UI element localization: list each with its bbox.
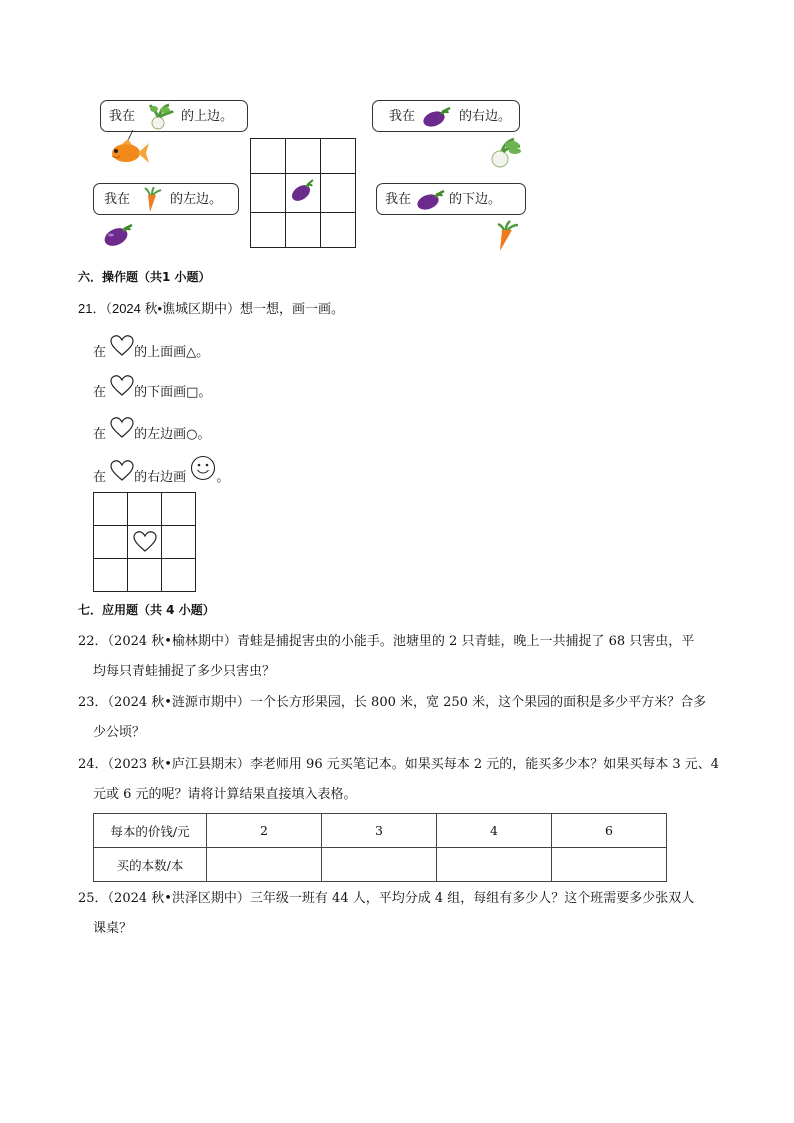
- carrot-icon: [140, 187, 162, 213]
- speech-bubble-eggplant: [93, 183, 239, 215]
- answer-cell[interactable]: [207, 848, 322, 882]
- answer-cell[interactable]: [437, 848, 552, 882]
- section-6-title: 六．操作题（共1 小题）: [78, 270, 211, 284]
- table-cell: 6: [552, 814, 667, 848]
- table-row: [94, 848, 667, 882]
- question-21: [78, 294, 344, 325]
- bubble-text-left: 我在: [104, 192, 131, 207]
- speech-bubble-fish: [100, 100, 248, 132]
- instruction-line-above: 在 的上面画△。: [93, 334, 209, 360]
- instruction-line-left: 在 的左边画○。: [93, 416, 211, 442]
- picture-puzzle: [0, 0, 794, 260]
- smiley-icon: [190, 455, 216, 481]
- bubble-text-right: 的上边。: [181, 109, 234, 124]
- eggplant-icon: [102, 222, 134, 248]
- instruction-line-right: 在 的右边画 。: [93, 455, 229, 485]
- carrot-icon: [490, 220, 520, 252]
- speech-bubble-radish: [372, 100, 520, 132]
- radish-icon: [488, 137, 522, 169]
- bubble-text-right: 的下边。: [449, 192, 502, 207]
- bubble-text-left: 我在: [385, 192, 412, 207]
- instruction-line-below: 在 的下面画□。: [93, 374, 211, 400]
- eggplant-icon: [286, 174, 320, 208]
- heart-icon: [110, 334, 134, 358]
- question-source: 21．（2024 秋•谯城区期中）: [78, 301, 241, 316]
- heart-icon: [110, 374, 134, 398]
- price-quantity-table: [93, 813, 667, 882]
- heart-icon: [110, 459, 134, 483]
- section-7-title: 七．应用题（共 4 小题）: [78, 603, 215, 617]
- answer-cell[interactable]: [322, 848, 437, 882]
- bubble-text-right: 的左边。: [170, 192, 223, 207]
- bubble-text-right: 的右边。: [459, 109, 512, 124]
- eggplant-icon: [415, 187, 445, 213]
- speech-bubble-carrot: [376, 183, 526, 215]
- goldfish-icon: [102, 138, 150, 168]
- table-cell: 4: [437, 814, 552, 848]
- question-22: 22．（2024 秋•榆林期中）青蛙是捕捉害虫的小能手。池塘里的 2 只青蛙，晚上一共捕捉了 68 只害虫，平 均每只青蛙捕捉了多少只害虫？: [78, 634, 695, 679]
- question-25: 25．（2024 秋•洪泽区期中）三年级一班有 44 人，平均分成 4 组，每组有多少人？这个班需要多少张双人 课桌？: [78, 891, 695, 936]
- table-row: [94, 814, 667, 848]
- drawing-grid[interactable]: [93, 492, 196, 592]
- question-24: 24．（2023 秋•庐江县期末）李老师用 96 元买笔记本。如果买每本 2 元的，能买多少本？如果买每本 3 元、4 元或 6 元的呢？请将计算结果直接填入表格。: [78, 757, 720, 802]
- bubble-text-left: 我在: [109, 109, 136, 124]
- table-header-cell: 买的本数/本: [94, 848, 207, 882]
- question-text: 想一想，画一画。: [240, 302, 345, 317]
- answer-cell[interactable]: [552, 848, 667, 882]
- position-grid: [250, 138, 356, 248]
- bubble-text-left: 我在: [389, 109, 416, 124]
- table-cell: 3: [322, 814, 437, 848]
- heart-icon: [110, 416, 134, 440]
- radish-icon: [147, 103, 175, 131]
- question-23: 23．（2024 秋•涟源市期中）一个长方形果园，长 800 米，宽 250 米，这个果园的面积是多少平方米？合多 少公顷？: [78, 695, 707, 740]
- table-cell: 2: [207, 814, 322, 848]
- table-header-cell: 每本的价钱/元: [94, 814, 207, 848]
- eggplant-icon: [421, 104, 451, 130]
- heart-icon: [132, 530, 158, 554]
